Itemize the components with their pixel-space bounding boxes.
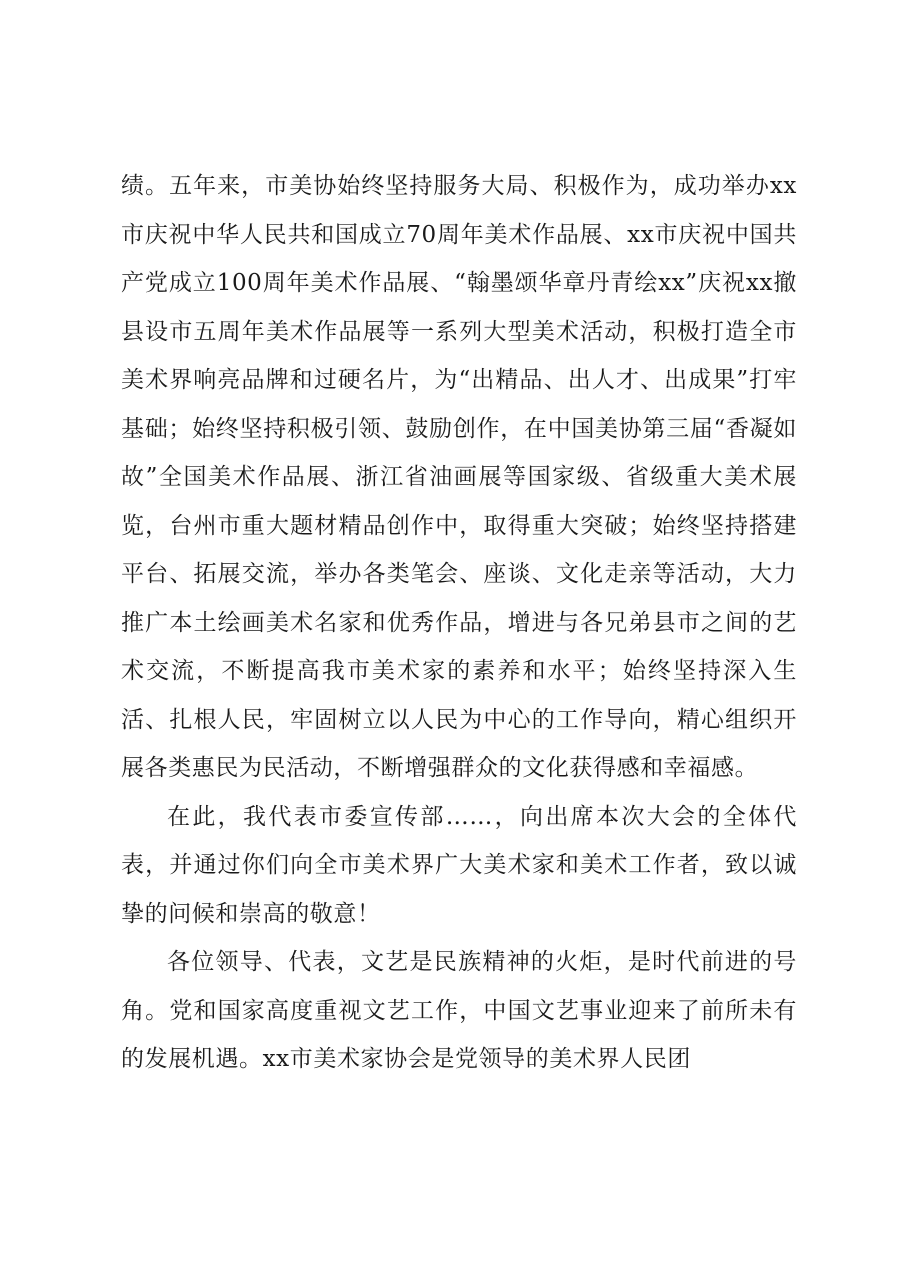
paragraph-achievements: 绩。五年来，市美协始终坚持服务大局、积极作为，成功举办xx市庆祝中华人民共和国成立70周年美术作品展、xx市庆祝中国共产党成立100周年美术作品展、“翰墨颂华章丹青绘xx”庆祝xx撤县设市五周年美术作品展等一系列大型美术活动，积极打造全市美术界响亮品牌和过硬名片，为“出精品、出人才、出成果”打牢基础；始终坚持积极引领、鼓励创作，在中国美协第三届“香凝如故”全国美术作品展、浙江省油画展等国家级、省级重大美术展览，台州市重大题材精品创作中，取得重大突破；始终坚持搭建平台、拓展交流，举办各类笔会、座谈、文化走亲等活动，大力推广本土绘画美术名家和优秀作品，增进与各兄弟县市之间的艺术交流，不断提高我市美术家的素养和水平；始终坚持深入生活、扎根人民，牢固树立以人民为中心的工作导向，精心组织开展各类惠民为民活动，不断增强群众的文化获得感和幸福感。 [121,173,797,781]
paragraph-greetings: 在此，我代表市委宣传部……，向出席本次大会的全体代表，并通过你们向全市美术界广大美术家和美术工作者，致以诚挚的问候和崇高的敬意！ [121,803,797,927]
document-body [121,162,797,1084]
paragraph-opportunity: 各位领导、代表，文艺是民族精神的火炬，是时代前进的号角。党和国家高度重视文艺工作，中国文艺事业迎来了前所未有的发展机遇。xx市美术家协会是党领导的美术界人民团 [121,949,797,1072]
